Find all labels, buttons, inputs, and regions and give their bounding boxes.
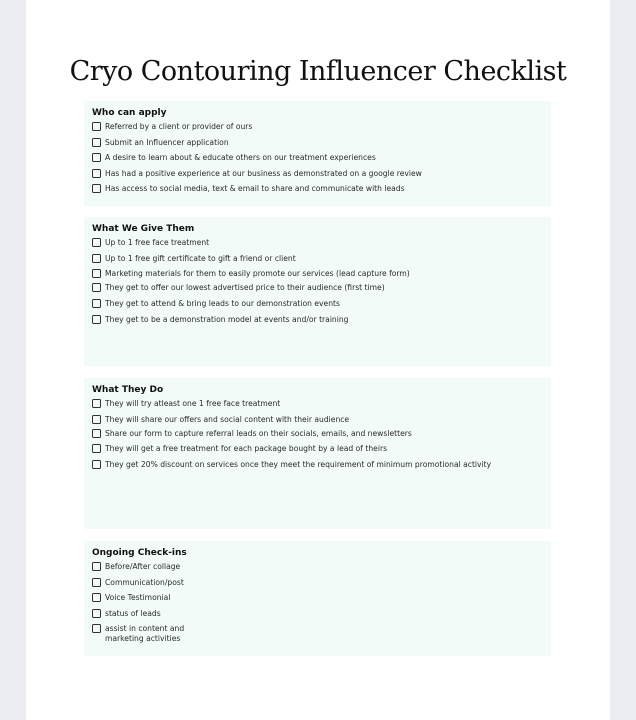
page-title: Cryo Contouring Influencer Checklist xyxy=(69,56,567,88)
section-what-they-do xyxy=(84,378,551,529)
item-label: Share our form to capture referral leads on their socials, emails, and newsletters xyxy=(105,428,412,438)
checkbox[interactable] xyxy=(92,254,101,263)
section-heading: Ongoing Check-ins xyxy=(92,548,187,558)
checkbox[interactable] xyxy=(92,238,101,247)
section-heading: What They Do xyxy=(92,385,164,395)
item-label: Up to 1 free face treatment xyxy=(105,238,210,247)
item-label: Marketing materials for them to easily promote our services (lead capture form) xyxy=(105,269,410,279)
item-label: Up to 1 free gift certificate to gift a friend or client xyxy=(105,253,296,263)
checkbox[interactable] xyxy=(92,283,101,292)
checkbox[interactable] xyxy=(92,299,101,308)
item-label: Communication/post xyxy=(105,577,184,587)
checklist-item[interactable] xyxy=(92,169,543,179)
checklist-item[interactable] xyxy=(92,299,543,309)
checkbox[interactable] xyxy=(92,444,101,453)
checkbox[interactable] xyxy=(92,138,101,147)
section-heading: Who can apply xyxy=(92,108,167,118)
item-label: Referred by a client or provider of ours xyxy=(105,122,253,131)
checklist-item[interactable] xyxy=(92,122,543,132)
checklist-item[interactable] xyxy=(92,460,543,470)
checkbox[interactable] xyxy=(92,578,101,587)
checkbox[interactable] xyxy=(92,460,101,469)
item-label: Before/After collage xyxy=(105,562,181,571)
checkbox[interactable] xyxy=(92,169,101,178)
checklist-item[interactable] xyxy=(92,444,543,454)
item-label: They get to offer our lowest advertised price to their audience (first time) xyxy=(105,283,385,293)
checklist-item[interactable] xyxy=(92,593,543,603)
checkbox[interactable] xyxy=(92,269,101,278)
checklist-item[interactable] xyxy=(92,138,543,148)
checkbox[interactable] xyxy=(92,609,101,618)
item-label: They get 20% discount on services once they meet the requirement of minimum promotional activity xyxy=(105,459,492,469)
section-who-can-apply xyxy=(84,101,551,206)
checklist-item[interactable] xyxy=(92,153,543,163)
checkbox[interactable] xyxy=(92,593,101,602)
checklist-item[interactable] xyxy=(92,562,543,572)
checkbox[interactable] xyxy=(92,429,101,438)
checklist-item[interactable] xyxy=(92,254,543,264)
item-label: Voice Testimonial xyxy=(105,593,171,603)
checklist-item[interactable] xyxy=(92,269,543,279)
item-label: They get to attend & bring leads to our demonstration events xyxy=(105,298,340,308)
item-label: They will share our offers and social content with their audience xyxy=(105,414,350,424)
checklist-item[interactable] xyxy=(92,609,543,619)
checklist-item[interactable] xyxy=(92,624,543,644)
item-label: They will try atleast one 1 free face treatment xyxy=(105,399,281,408)
checklist-item[interactable] xyxy=(92,578,543,588)
checklist-item[interactable] xyxy=(92,429,543,439)
checklist-item[interactable] xyxy=(92,415,543,425)
item-label: assist in content and marketing activities xyxy=(105,624,185,644)
checkbox[interactable] xyxy=(92,562,101,571)
item-label: Submit an Influencer application xyxy=(105,137,229,147)
checklist-item[interactable] xyxy=(92,184,543,194)
item-label: status of leads xyxy=(105,608,161,618)
checkbox[interactable] xyxy=(92,315,101,324)
checkbox[interactable] xyxy=(92,122,101,131)
item-label: A desire to learn about & educate others on our treatment experiences xyxy=(105,153,376,163)
checkbox[interactable] xyxy=(92,415,101,424)
checklist-item[interactable] xyxy=(92,399,543,409)
item-label: Has had a positive experience at our business as demonstrated on a google review xyxy=(105,168,422,178)
section-what-we-give-them xyxy=(84,217,551,366)
item-label: They get to be a demonstration model at events and/or training xyxy=(105,314,349,324)
checklist-item[interactable] xyxy=(92,238,543,248)
document-page xyxy=(26,0,610,720)
checklist-item[interactable] xyxy=(92,315,543,325)
checkbox[interactable] xyxy=(92,624,101,633)
checkbox[interactable] xyxy=(92,184,101,193)
section-heading: What We Give Them xyxy=(92,224,195,234)
item-label: Has access to social media, text & email to share and communicate with leads xyxy=(105,184,405,194)
checkbox[interactable] xyxy=(92,399,101,408)
checkbox[interactable] xyxy=(92,153,101,162)
checklist-item[interactable] xyxy=(92,283,543,293)
section-ongoing-check-ins xyxy=(84,541,551,656)
item-label: They will get a free treatment for each package bought by a lead of theirs xyxy=(105,444,388,454)
